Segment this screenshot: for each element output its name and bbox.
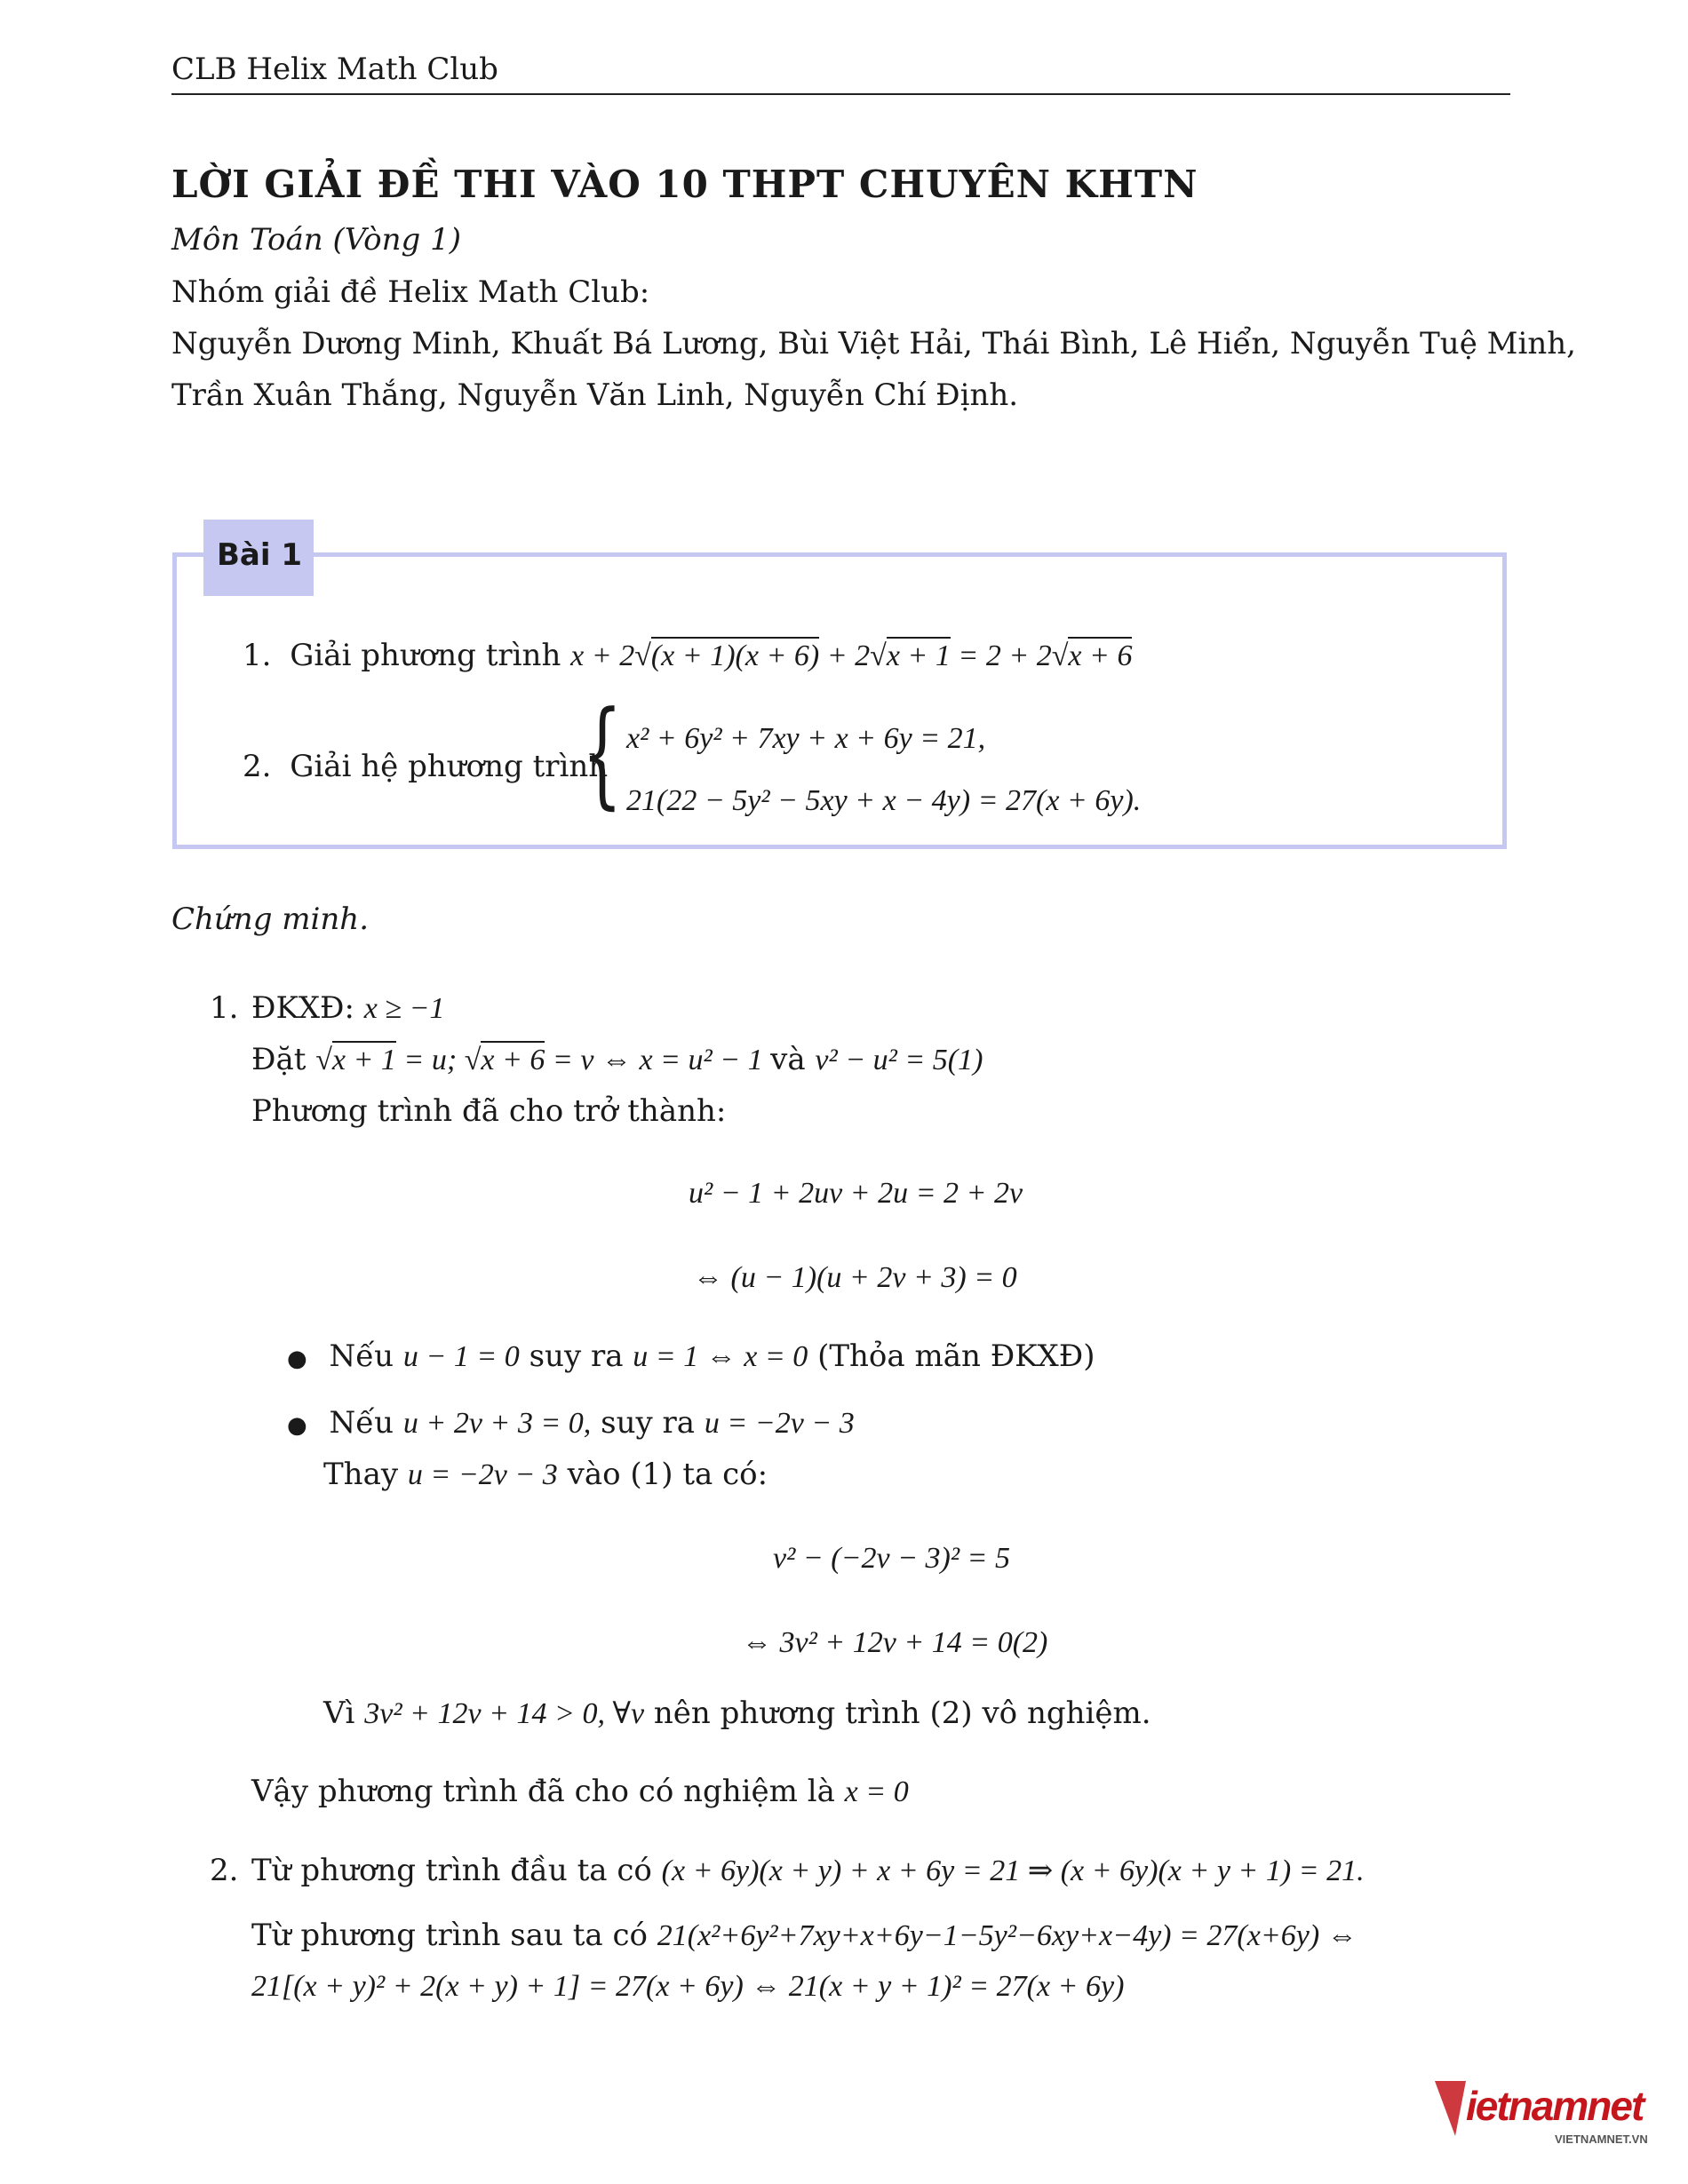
item-text: Giải hệ phương trình (290, 749, 609, 784)
problem-item-2 (243, 747, 608, 786)
problem-tag-label: Bài 1 (217, 537, 303, 573)
case-1-condition: u − 1 = 0 (402, 1340, 520, 1373)
equation-d: ⇔ 3v² + 12v + 14 = 0(2) (742, 1626, 1048, 1659)
case-2-condition: u + 2v + 3 = 0, (402, 1407, 592, 1440)
svg-text:ietnamnet: ietnamnet (1466, 2083, 1644, 2129)
problem-item-1 (243, 636, 1132, 676)
line-text: Từ phương trình sau ta có (251, 1918, 648, 1953)
substitute-line (323, 1455, 768, 1495)
conclusion-math: x = 0 (844, 1775, 909, 1808)
case-1 (287, 1337, 1095, 1378)
solution-2-line-2 (251, 1916, 1358, 1956)
no-solution-line (323, 1694, 1151, 1734)
substitution-math-1: √x + 1 = u; √x + 6 = v ⇔ x = u² − 1 (315, 1041, 770, 1076)
item-text: Giải phương trình (290, 638, 561, 673)
case-2 (287, 1403, 855, 1445)
problem-tag (203, 520, 314, 596)
running-header: CLB Helix Math Club (171, 52, 498, 87)
authors-line-2: Trần Xuân Thắng, Nguyễn Văn Linh, Nguyễn Chí Định. (171, 377, 1019, 413)
transform-line: Phương trình đã cho trở thành: (251, 1093, 727, 1129)
equation-b: ⇔ (u − 1)(u + 2v + 3) = 0 (693, 1261, 1017, 1294)
system-brace: { (582, 686, 623, 821)
solver-group: Nhóm giải đề Helix Math Club: (171, 274, 650, 310)
vietnamnet-logo (1430, 2074, 1666, 2154)
case-2-result: u = −2v − 3 (704, 1407, 855, 1440)
proof-label: Chứng minh. (171, 901, 369, 937)
dkxd-label: ĐKXĐ: (251, 990, 354, 1026)
header-rule (171, 93, 1510, 95)
svg-text:VIETNAMNET.VN: VIETNAMNET.VN (1555, 2132, 1648, 2146)
equation-a: u² − 1 + 2uv + 2u = 2 + 2v (689, 1177, 1023, 1210)
line-text: Từ phương trình đầu ta có (251, 1853, 652, 1888)
substitution-line (251, 1040, 983, 1080)
and-word: và (770, 1042, 806, 1077)
authors-line-1: Nguyễn Dương Minh, Khuất Bá Lương, Bùi Việt Hải, Thái Bình, Lê Hiển, Nguyễn Tuệ Minh, (171, 326, 1576, 361)
bullet-icon: ● (287, 1346, 307, 1372)
case-1-result: u = 1 ⇔ x = 0 (633, 1340, 808, 1373)
dkxd-line (251, 989, 444, 1028)
vi-end: nên phương trình (2) vô nghiệm. (653, 1696, 1151, 1731)
solution-2-line-1 (251, 1851, 1365, 1891)
vi-math: 3v² + 12v + 14 > 0, ∀v (364, 1697, 645, 1730)
line-math: (x + 6y)(x + y) + x + 6y = 21 ⇒ (x + 6y)(x + y + 1) = 21. (661, 1854, 1365, 1887)
dkxd-condition: x ≥ −1 (363, 992, 445, 1025)
solution-1-number: 1. (210, 990, 239, 1026)
vi-word: Vì (323, 1696, 355, 1731)
case-1-then: suy ra (529, 1338, 624, 1374)
case-1-note: (Thỏa mãn ĐKXĐ) (817, 1338, 1095, 1374)
solution-2-number: 2. (210, 1853, 239, 1888)
substitution-math-2: v² − u² = 5(1) (815, 1044, 983, 1076)
conclusion-line (251, 1772, 909, 1812)
line-math: 21(x²+6y²+7xy+x+6y−1−5y²−6xy+x−4y) = 27(x+6y) ⇔ (657, 1919, 1358, 1952)
solution-2-line-3: 21[(x + y)² + 2(x + y) + 1] = 27(x + 6y) ⇔ 21(x + y + 1)² = 27(x + 6y) (251, 1970, 1125, 2003)
equation-c: v² − (−2v − 3)² = 5 (773, 1542, 1010, 1575)
document-title: LỜI GIẢI ĐỀ THI VÀO 10 THPT CHUYÊN KHTN (171, 163, 1198, 206)
substitution-word: Đặt (251, 1042, 307, 1077)
case-1-if: Nếu (329, 1338, 394, 1374)
case-2-if: Nếu (329, 1405, 394, 1441)
substitute-tail: vào (1) ta có: (567, 1457, 768, 1492)
item-number: 1. (243, 638, 272, 673)
case-2-then: suy ra (601, 1405, 696, 1441)
item-number: 2. (243, 749, 272, 784)
document-subtitle: Môn Toán (Vòng 1) (171, 222, 462, 258)
substitute-math: u = −2v − 3 (407, 1458, 558, 1491)
system-equation-2: 21(22 − 5y² − 5xy + x − 4y) = 27(x + 6y). (626, 784, 1142, 817)
conclusion-text: Vậy phương trình đã cho có nghiệm là (251, 1774, 835, 1809)
equation-1: x + 2√(x + 1)(x + 6) + 2√x + 1 = 2 + 2√x + 6 (570, 637, 1132, 672)
system-equation-1: x² + 6y² + 7xy + x + 6y = 21, (626, 722, 986, 755)
bullet-icon: ● (287, 1412, 307, 1439)
substitute-word: Thay (323, 1457, 399, 1492)
